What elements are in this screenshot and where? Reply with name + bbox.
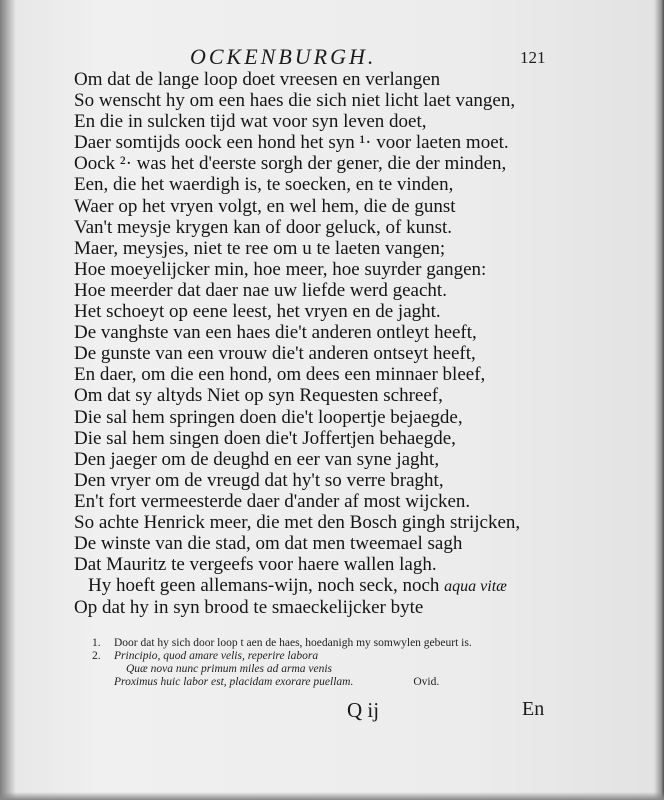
verse-line (74, 69, 544, 90)
verse-line (74, 597, 544, 618)
verse-line-text: Oock ²· was het d'eerste sorgh der gener, die der minden, (74, 153, 507, 175)
verse-line-text: So wenscht hy om een haes die sich niet licht laet vangen, (74, 90, 516, 112)
verse-line (74, 238, 544, 259)
verse-line (74, 449, 544, 470)
footnote-2-line-2-row (92, 663, 562, 676)
verse-line (74, 196, 544, 217)
verse-line-text: De winste van die stad, om dat men tweemael sagh (74, 533, 463, 555)
footnote-1-mark: 1. (92, 637, 101, 649)
verse-line (74, 491, 544, 512)
footnote-1 (92, 637, 562, 650)
verse-line-text: Hoe moeyelijcker min, hoe meer, hoe suyrder gangen: (74, 258, 487, 280)
footnote-2-line-3-row (92, 676, 562, 689)
verse-line (74, 364, 544, 385)
footnote-2-mark: 2. (92, 650, 101, 662)
verse-line-text: Een, die het waerdigh is, te soecken, en te vinden, (74, 174, 454, 196)
verse-line (74, 280, 544, 301)
verse-line-text: Dat Mauritz te vergeefs voor haere wallen lagh. (74, 554, 437, 576)
verse-line (74, 174, 544, 195)
gutter-shadow (0, 0, 16, 800)
page-edge-shadow (654, 0, 664, 800)
verse-line (74, 407, 544, 428)
verse-line-text: En daer, om die een hond, om dees een minnaer bleef, (74, 364, 486, 386)
verse-line-text: So achte Henrick meer, die met den Bosch gingh strijcken, (74, 511, 521, 533)
verse-line (74, 132, 544, 153)
verse-line-text: Op dat hy in syn brood te smaeckelijcker byte (74, 597, 424, 619)
verse-line-text: Den jaeger om de deughd en eer van syne jaght, (74, 448, 440, 470)
page-number: 121 (520, 48, 546, 67)
footnote-2-line-2: Quæ nova nunc primum miles ad arma venis (126, 663, 333, 675)
verse-line (74, 90, 544, 111)
verse-line (74, 322, 544, 343)
footnote-1-text: Door dat hy sich door loop t aen de haes, hoedanigh my somwylen gebeurt is. (114, 637, 472, 649)
running-head: OCKENBURGH. (190, 44, 377, 69)
verse-body (74, 69, 544, 618)
verse-line-text: Daer somtijds oock een hond het syn ¹· voor laeten moet. (74, 132, 509, 154)
verse-line (74, 217, 544, 238)
verse-line-text: De vanghste van een haes die't anderen ontleyt heeft, (74, 322, 477, 344)
footnote-2-line-3: Proximus huic labor est, placidam exorare puellam. (114, 676, 354, 688)
verse-line (74, 533, 544, 554)
verse-line (74, 153, 544, 174)
footnote-2-line-1: Principio, quod amare velis, reperire labora (114, 650, 319, 662)
page-bottom-shadow (0, 792, 664, 800)
footnote-2 (92, 650, 562, 663)
verse-line (74, 259, 544, 280)
verse-line (74, 428, 544, 449)
footnote-2-source: Ovid. (413, 676, 440, 688)
verse-line (74, 470, 544, 491)
verse-line (74, 512, 544, 533)
verse-line-text: Om dat sy altyds Niet op syn Requesten schreef, (74, 385, 443, 407)
verse-line-text: Die sal hem singen doen die't Joffertjen behaegde, (74, 427, 456, 449)
verse-line-text: De gunste van een vrouw die't anderen ontseyt heeft, (74, 343, 476, 365)
verse-line-text: Hy hoeft geen allemans-wijn, noch seck, noch (88, 575, 445, 597)
verse-line-text: Om dat de lange loop doet vreesen en verlangen (74, 69, 441, 90)
verse-line-text: Den vryer om de vreugd dat hy't so verre braght, (74, 469, 444, 491)
verse-line-text: Hoe meerder dat daer nae uw liefde werd geacht. (74, 279, 447, 301)
verse-line-text: En't fort vermeesterde daer d'ander af most wijcken. (74, 490, 471, 512)
verse-line-text: Maer, meysjes, niet te ree om u te laeten vangen; (74, 237, 446, 259)
verse-line (74, 343, 544, 364)
verse-line-text: Waer op het vryen volgt, en wel hem, die de gunst (74, 195, 456, 217)
verse-line (74, 575, 544, 597)
verse-line (74, 111, 544, 132)
signature-mark: Q ij (347, 698, 380, 722)
verse-line (74, 301, 544, 322)
verse-line-text: Van't meysje krygen kan of door geluck, of kunst. (74, 216, 453, 238)
verse-line-text: Het schoeyt op eene leest, het vryen en de jaght. (74, 301, 441, 323)
catchword: En (522, 698, 545, 720)
footnotes (92, 637, 562, 689)
verse-line-text: Die sal hem springen doen die't loopertje bejaegde, (74, 406, 463, 428)
verse-line-text: En die in sulcken tijd wat voor syn leven doet, (74, 111, 427, 133)
verse-line-italic: aqua vitæ (444, 578, 507, 596)
verse-line (74, 554, 544, 575)
verse-line (74, 385, 544, 406)
